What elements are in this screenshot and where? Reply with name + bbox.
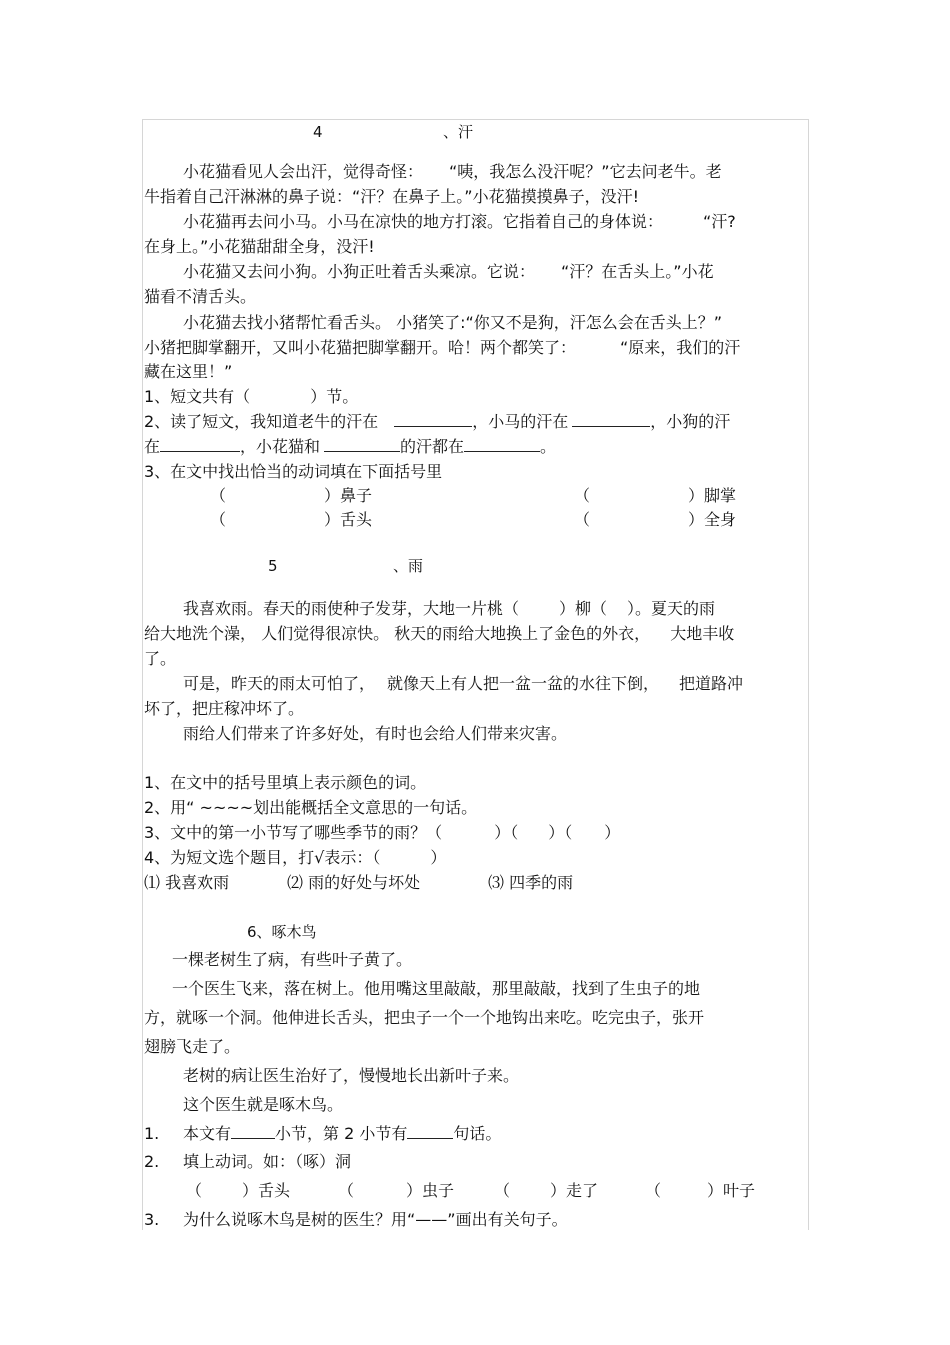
s6-q3-number: 3. bbox=[144, 1210, 160, 1229]
blank-line[interactable] bbox=[407, 1124, 453, 1139]
s6-p2-line2: 方，就啄一个洞。他伸进长舌头，把虫子一个一个地钩出来吃。吃完虫子，张开 bbox=[144, 1008, 705, 1027]
blank-line[interactable] bbox=[394, 412, 472, 427]
s6-p2-line1: 一个医生飞来，落在树上。他用嘴这里敲敲，那里敲敲，找到了生虫子的地 bbox=[172, 979, 701, 998]
s5-p2-line2: 坏了，把庄稼冲坏了。 bbox=[144, 699, 305, 718]
s4-p4-line3: 藏在这里！” bbox=[144, 362, 233, 381]
s4-p3-line1: 小花猫又去问小狗。小狗正吐着舌头乘凉。它说： “汗？在舌头上。”小花 bbox=[183, 262, 714, 281]
s6-q2-item: （ ）叶子 bbox=[645, 1181, 756, 1200]
s5-p1-line1: 我喜欢雨。春天的雨使种子发芽，大地一片桃（ ）柳（ ）。夏天的雨 bbox=[183, 599, 716, 618]
s6-q2-item: （ ）虫子 bbox=[338, 1181, 455, 1200]
s4-q3-item: （ ）鼻子 bbox=[210, 486, 373, 505]
s4-p1-line2: 牛指着自己汗淋淋的鼻子说：“汗？在鼻子上。”小花猫摸摸鼻子，没汗! bbox=[144, 187, 639, 206]
s4-p4-line1: 小花猫去找小猪帮忙看舌头。 小猪笑了:“你又不是狗，汗怎么会在舌头上？” bbox=[183, 313, 723, 332]
s4-p1-line1: 小花猫看见人会出汗，觉得奇怪： “咦，我怎么没汗呢？”它去问老牛。老 bbox=[183, 162, 722, 181]
s5-p3: 雨给人们带来了许多好处，有时也会给人们带来灾害。 bbox=[183, 724, 568, 743]
s5-question-2: 2、用“ ~~~~划出能概括全文意思的一句话。 bbox=[144, 798, 478, 817]
s6-q2-item: （ ）走了 bbox=[494, 1181, 599, 1200]
s5-question-1: 1、在文中的括号里填上表示颜色的词。 bbox=[144, 773, 427, 792]
s5-question-3: 3、文中的第一小节写了哪些季节的雨？（ ）（ ）（ ） bbox=[144, 823, 621, 842]
section-5-number: 5 bbox=[268, 557, 278, 575]
blank-line[interactable] bbox=[160, 437, 240, 452]
s4-q3-item: （ ）脚掌 bbox=[574, 486, 737, 505]
s6-q2-number: 2. bbox=[144, 1152, 160, 1171]
blank-line[interactable] bbox=[324, 437, 400, 452]
s4-p3-line2: 猫看不清舌头。 bbox=[144, 287, 257, 306]
s4-q3-item: （ ）舌头 bbox=[210, 510, 373, 529]
s4-question-2-line2: 在 ，小花猫和 的汗都在 。 bbox=[144, 437, 557, 456]
s5-question-4: 4、为短文选个题目，打√表示：（ ） bbox=[144, 848, 447, 867]
blank-line[interactable] bbox=[231, 1124, 275, 1139]
section-4-number: 4 bbox=[313, 123, 323, 141]
s4-p2-line2: 在身上。”小花猫甜甜全身，没汗! bbox=[144, 237, 375, 256]
s5-p1-line2: 给大地洗个澡， 人们觉得很凉快。 秋天的雨给大地换上了金色的外衣， 大地丰收 bbox=[144, 624, 735, 643]
s4-p4-line2: 小猪把脚掌翻开，又叫小花猫把脚掌翻开。哈！两个都笑了： “原来，我们的汗 bbox=[144, 338, 741, 357]
s6-q1-number: 1. bbox=[144, 1124, 160, 1143]
s5-option-2: ⑵ 雨的好处与坏处 bbox=[287, 873, 421, 892]
s4-question-2-line1: 2、读了短文，我知道老牛的汗在 ，小马的汗在 ，小狗的汗 bbox=[144, 412, 731, 431]
s5-option-1: ⑴ 我喜欢雨 bbox=[144, 873, 230, 892]
s6-p2-line3: 翅膀飞走了。 bbox=[144, 1037, 241, 1056]
s6-p1: 一棵老树生了病，有些叶子黄了。 bbox=[172, 950, 413, 969]
s6-p3: 老树的病让医生治好了，慢慢地长出新叶子来。 bbox=[183, 1066, 520, 1085]
section-4-title: 、汗 bbox=[443, 123, 474, 141]
s4-question-1: 1、短文共有（ ）节。 bbox=[144, 387, 359, 406]
s6-q2-item: （ ）舌头 bbox=[186, 1181, 291, 1200]
s5-p2-line1: 可是，昨天的雨太可怕了， 就像天上有人把一盆一盆的水往下倒， 把道路冲 bbox=[183, 674, 744, 693]
s6-question-2: 填上动词。如：（啄）洞 bbox=[183, 1152, 352, 1171]
s4-q3-item: （ ）全身 bbox=[574, 510, 737, 529]
s6-question-1: 本文有 小节，第 2 小节有 句话。 bbox=[183, 1124, 502, 1143]
blank-line[interactable] bbox=[572, 412, 650, 427]
section-5-title: 、雨 bbox=[393, 557, 424, 575]
s6-question-3: 为什么说啄木鸟是树的医生？用“——”画出有关句子。 bbox=[183, 1210, 568, 1229]
s6-p4: 这个医生就是啄木鸟。 bbox=[183, 1095, 344, 1114]
section-6-title: 6、啄木鸟 bbox=[247, 923, 317, 941]
s5-option-3: ⑶ 四季的雨 bbox=[488, 873, 574, 892]
s4-p2-line1: 小花猫再去问小马。小马在凉快的地方打滚。它指着自己的身体说： “汗? bbox=[183, 212, 736, 231]
s4-question-3: 3、在文中找出恰当的动词填在下面括号里 bbox=[144, 462, 443, 481]
s5-p1-line3: 了。 bbox=[144, 649, 177, 668]
blank-line[interactable] bbox=[464, 437, 540, 452]
